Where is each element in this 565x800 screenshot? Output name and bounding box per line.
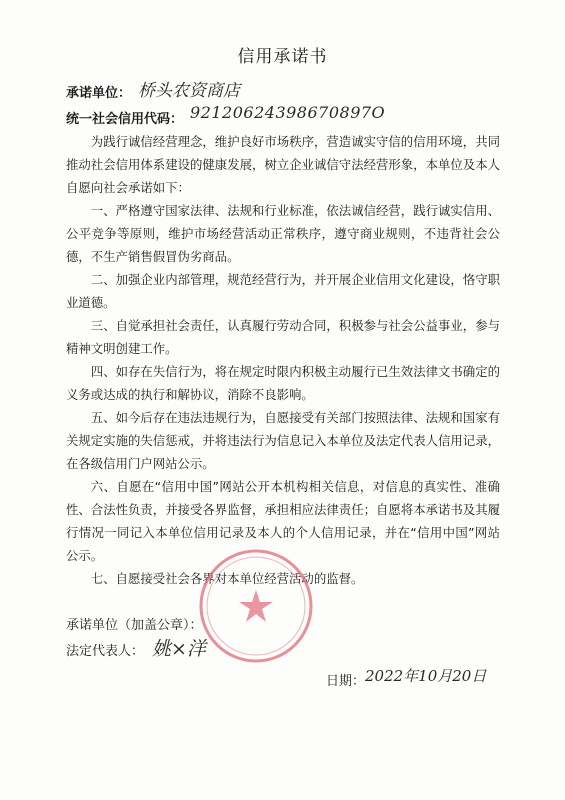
clause-6: 六、自愿在“信用中国”网站公开本机构相关信息，对信息的真实性、准确性、合法性负责，并接受各界监督，承担相应法律责任；自愿将本承诺书及其履行情况一同记入本单位信用记录及本人的个人信用记录，并在“信用中国”网站公示。 (66, 479, 500, 563)
clause-7: 七、自愿接受社会各界对本单位经营活动的监督。 (90, 571, 364, 586)
commitment-body (66, 130, 500, 590)
clause-2: 二、加强企业内部管理，规范经营行为，并开展企业信用文化建设，恪守职业道德。 (66, 272, 500, 310)
official-seal-stamp (196, 546, 316, 666)
seal-label: 承诺单位（加盖公章）： (66, 618, 203, 633)
legal-rep-label: 法定代表人： (66, 644, 145, 659)
clause-3: 三、自觉承担社会责任，认真履行劳动合同，积极参与社会公益事业，参与精神文明创建工作。 (66, 318, 500, 356)
legal-rep-signature: 姚×洋 (152, 638, 206, 660)
date-label: 日期： (326, 674, 366, 689)
credit-code-handwritten: 92120624398670897O (190, 103, 386, 122)
clause-4: 四、如存在失信行为，将在规定时限内积极主动履行已生效法律文书确定的义务或达成的执行和解协议，消除不良影响。 (66, 364, 500, 402)
unit-label: 承诺单位： (66, 86, 132, 101)
document-title: 信用承诺书 (237, 47, 328, 67)
intro-paragraph: 为践行诚信经营理念，维护良好市场秩序，营造诚实守信的信用环境，共同推动社会信用体系建设的健康发展，树立企业诚信守法经营形象，本单位及本人自愿向社会承诺如下： (66, 134, 500, 195)
unit-value-handwritten: 桥头农资商店 (138, 81, 240, 101)
clause-5: 五、如今后存在违法违规行为，自愿接受有关部门按照法律、法规和国家有关规定实施的失信惩戒，并将违法行为信息记入本单位及法定代表人信用记录，在各级信用门户网站公示。 (66, 410, 500, 471)
clause-1: 一、严格遵守国家法律、法规和行业标准，依法诚信经营，践行诚实信用、公平竞争等原则，维护市场经营活动正常秩序，遵守商业规则，不违背社会公德，不生产销售假冒伪劣商品。 (66, 203, 500, 264)
date-handwritten: 2022年10月20日 (365, 667, 487, 685)
credit-code-label: 统一社会信用代码： (66, 112, 184, 127)
